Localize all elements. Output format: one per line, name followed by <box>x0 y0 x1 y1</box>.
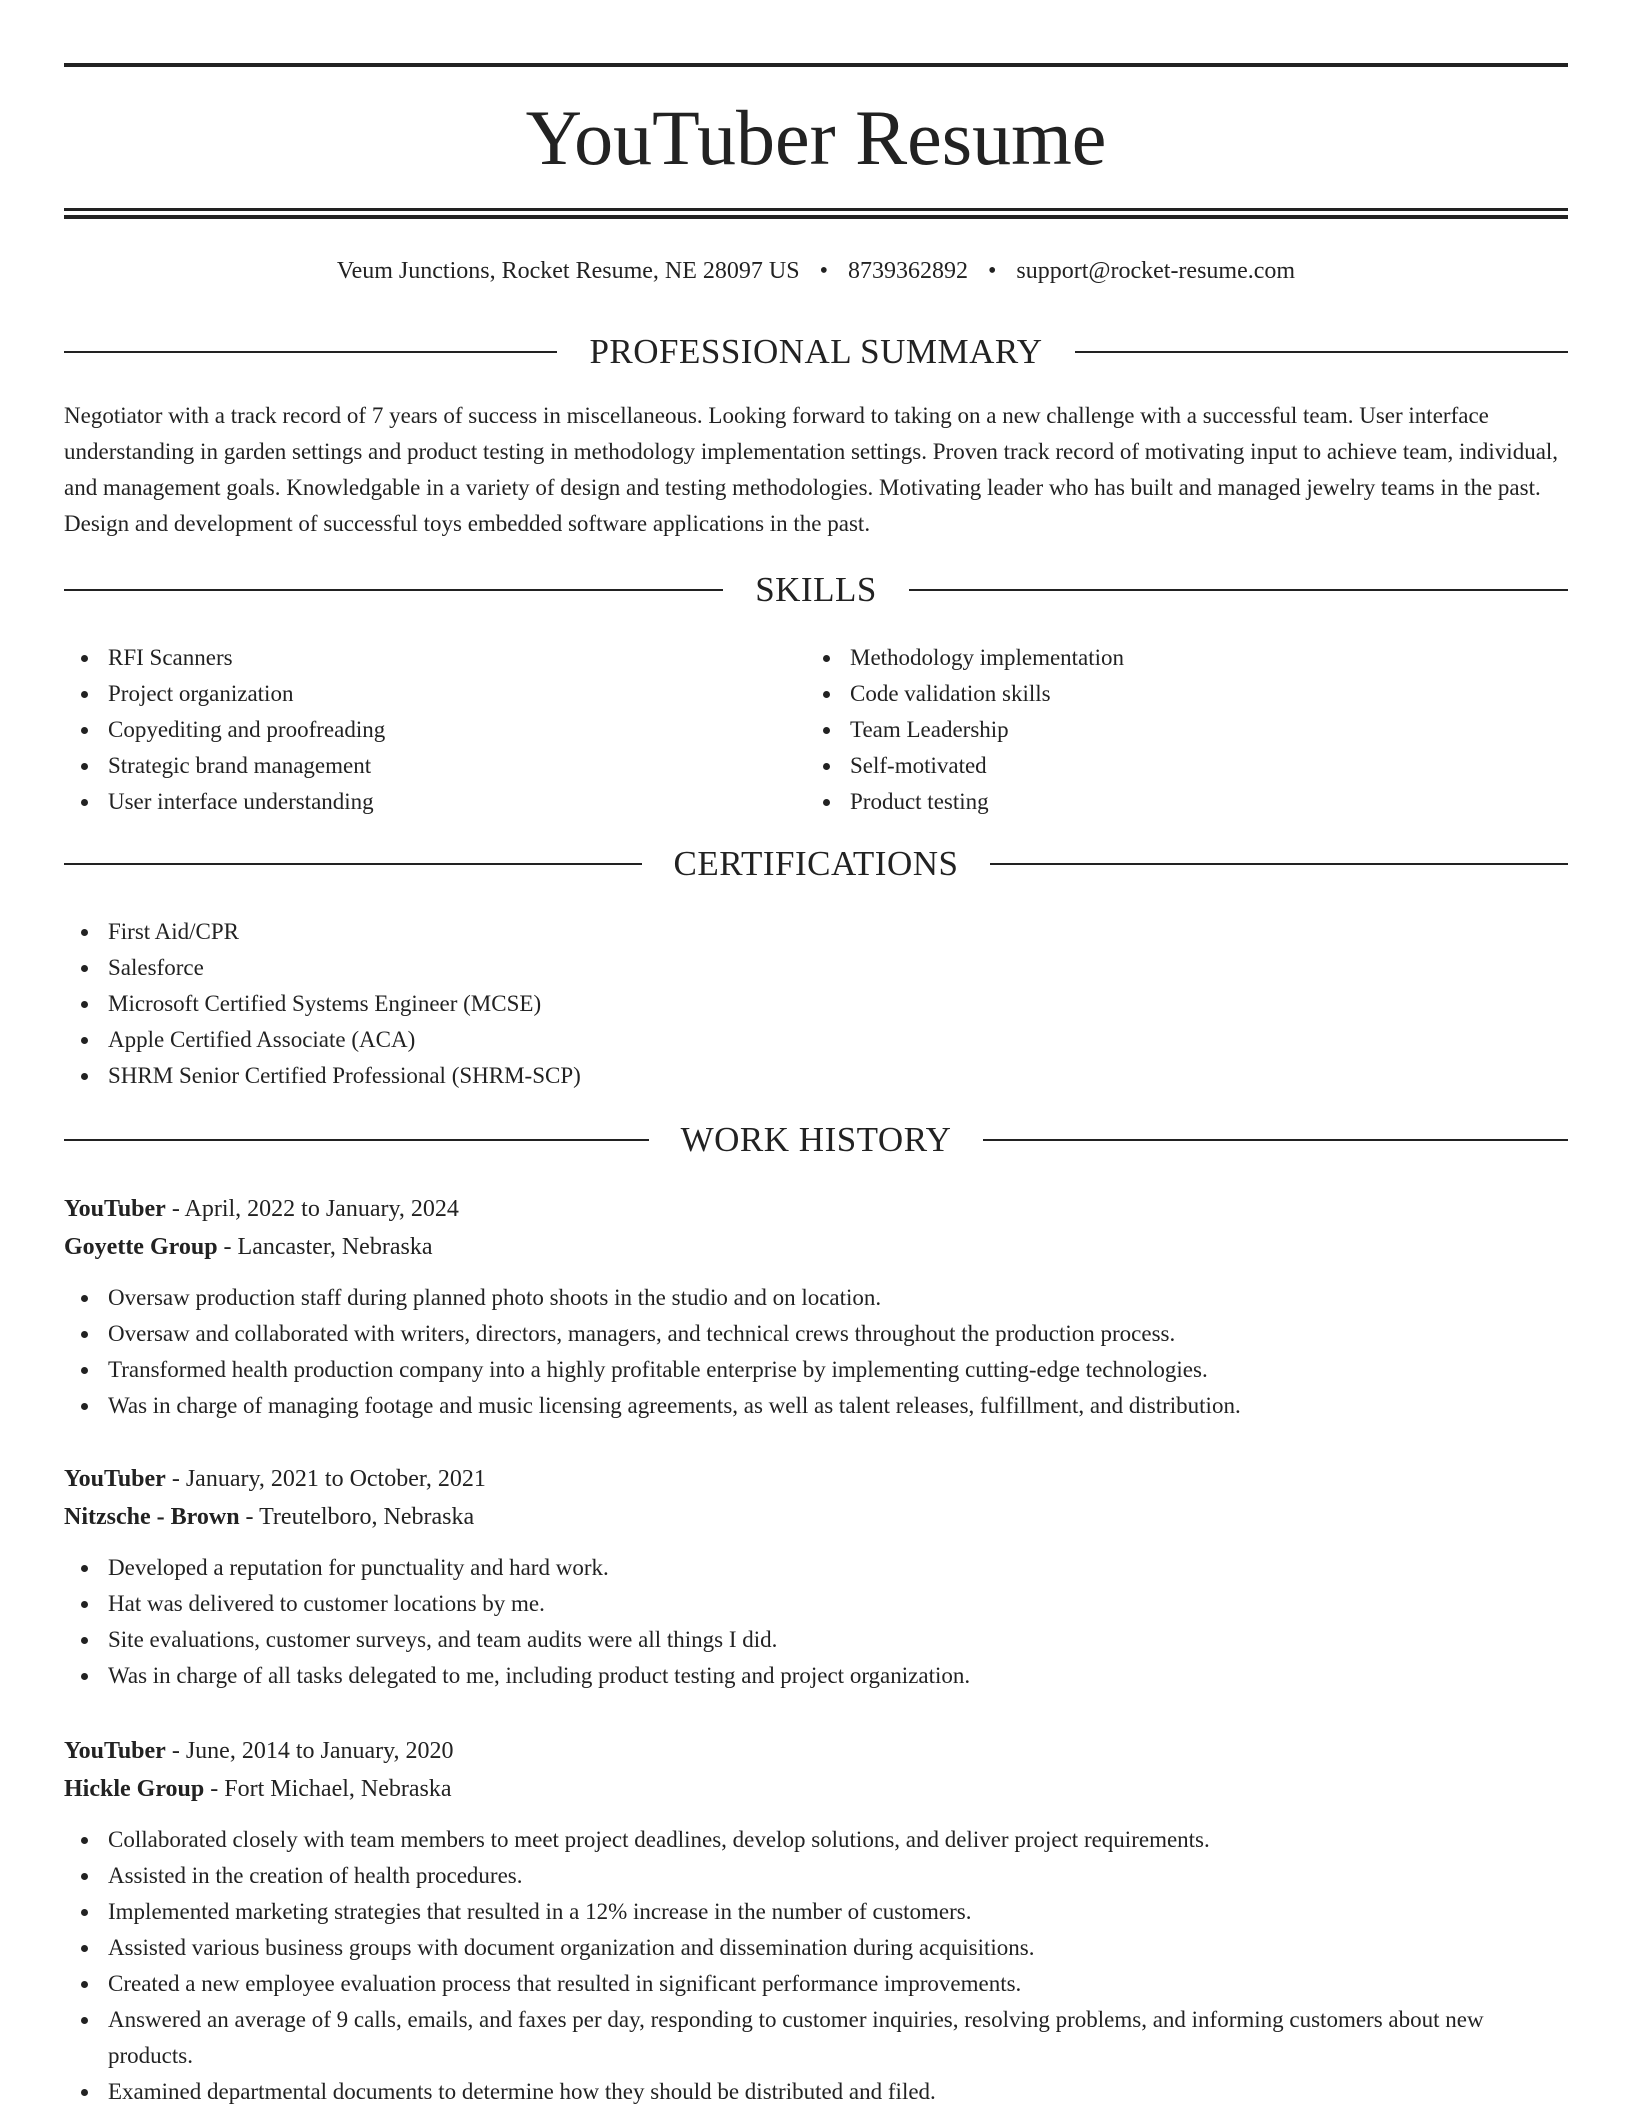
job-dates: - April, 2022 to January, 2024 <box>165 1196 459 1222</box>
skill-item: User interface understanding <box>64 784 804 820</box>
skill-item: Code validation skills <box>806 676 1546 712</box>
skill-item: Self-motivated <box>806 748 1546 784</box>
contact-email: support@rocket-resume.com <box>1016 258 1296 284</box>
skill-item: Project organization <box>64 676 804 712</box>
section-rule-right <box>983 1139 1568 1141</box>
job-dates: - June, 2014 to January, 2020 <box>165 1738 454 1764</box>
job-bullet: Assisted in the creation of health procedures. <box>64 1858 1568 1894</box>
job-company-line <box>64 1770 1568 1808</box>
job-bullet: Answered an average of 9 calls, emails, and faxes per day, responding to customer inquiries, resolving problems, and informing customers about new products. <box>64 2002 1568 2074</box>
title-rule-upper <box>64 208 1568 211</box>
job-bullet: Transformed health production company into a highly profitable enterprise by implementing cutting-edge technologies. <box>64 1352 1568 1388</box>
job-entry <box>64 1190 1568 1424</box>
job-title-line <box>64 1732 1568 1770</box>
certification-item: Apple Certified Associate (ACA) <box>64 1022 1568 1058</box>
contact-separator: • <box>819 258 828 284</box>
certification-item: SHRM Senior Certified Professional (SHRM-SCP) <box>64 1058 1568 1094</box>
job-bullet: Was in charge of managing footage and music licensing agreements, as well as talent releases, fulfillment, and distribution. <box>64 1388 1568 1424</box>
title-rule-lower <box>64 215 1568 219</box>
job-bullets <box>64 1822 1568 2110</box>
contact-address: Veum Junctions, Rocket Resume, NE 28097 US <box>336 258 800 284</box>
skill-item: Product testing <box>806 784 1546 820</box>
job-bullet: Examined departmental documents to determine how they should be distributed and filed. <box>64 2074 1568 2110</box>
job-title: YouTuber <box>64 1466 166 1492</box>
job-company: Hickle Group <box>64 1776 205 1802</box>
work-history-section-header <box>64 1118 1568 1162</box>
skill-item: Copyediting and proofreading <box>64 712 804 748</box>
job-bullet: Developed a reputation for punctuality and hard work. <box>64 1550 1568 1586</box>
skills-heading: SKILLS <box>755 570 877 609</box>
skill-item: Strategic brand management <box>64 748 804 784</box>
section-rule-right <box>909 589 1568 591</box>
certification-item: Salesforce <box>64 950 1568 986</box>
job-title-line <box>64 1460 1568 1498</box>
job-bullet: Oversaw production staff during planned photo shoots in the studio and on location. <box>64 1280 1568 1316</box>
job-bullet: Hat was delivered to customer locations by me. <box>64 1586 1568 1622</box>
job-entry <box>64 1732 1568 2110</box>
certification-item: Microsoft Certified Systems Engineer (MCSE) <box>64 986 1568 1022</box>
job-company-line <box>64 1498 1568 1536</box>
job-entry <box>64 1460 1568 1694</box>
certifications-list <box>64 914 1568 1094</box>
job-bullet: Created a new employee evaluation process that resulted in significant performance improvements. <box>64 1966 1568 2002</box>
section-rule-right <box>990 863 1568 865</box>
contact-separator: • <box>987 258 997 284</box>
skills-list-left <box>64 640 804 820</box>
job-location: - Fort Michael, Nebraska <box>204 1776 452 1802</box>
top-rule <box>64 63 1568 67</box>
job-company: Goyette Group <box>64 1234 218 1260</box>
job-location: - Lancaster, Nebraska <box>217 1234 433 1260</box>
certifications-section-header <box>64 842 1568 886</box>
skills-list-right <box>806 640 1546 820</box>
contact-line <box>64 253 1568 289</box>
certifications-heading: CERTIFICATIONS <box>673 844 959 883</box>
skills-section-header <box>64 568 1568 612</box>
job-bullet: Site evaluations, customer surveys, and team audits were all things I did. <box>64 1622 1568 1658</box>
job-bullet: Assisted various business groups with document organization and dissemination during acquisitions. <box>64 1930 1568 1966</box>
certification-item: First Aid/CPR <box>64 914 1568 950</box>
job-bullets <box>64 1280 1568 1424</box>
summary-heading: PROFESSIONAL SUMMARY <box>589 332 1043 371</box>
section-rule-left <box>64 1139 649 1141</box>
page-title: YouTuber Resume <box>525 94 1107 181</box>
job-bullets <box>64 1550 1568 1694</box>
section-rule-left <box>64 351 557 353</box>
skill-item: Methodology implementation <box>806 640 1546 676</box>
job-bullet: Collaborated closely with team members to meet project deadlines, develop solutions, and deliver project requirements. <box>64 1822 1568 1858</box>
section-rule-left <box>64 863 642 865</box>
job-bullet: Was in charge of all tasks delegated to me, including product testing and project organization. <box>64 1658 1568 1694</box>
skill-item: Team Leadership <box>806 712 1546 748</box>
summary-section-header <box>64 330 1568 374</box>
section-rule-right <box>1075 351 1568 353</box>
job-company-line <box>64 1228 1568 1266</box>
work-history-heading: WORK HISTORY <box>680 1120 952 1159</box>
job-location: - Treutelboro, Nebraska <box>239 1504 475 1530</box>
summary-text: Negotiator with a track record of 7 years of success in miscellaneous. Looking forward to taking on a new challenge with a successful team. User interface understanding in garden settings and product testing in methodology implementation settings. Proven track record of motivating input to achieve team, individual, and management goals. Knowledgable in a variety of design and testing methodologies. Motivating leader who has built and managed jewelry teams in the past. Design and development of successful toys embedded software applications in the past. <box>64 403 1559 536</box>
contact-phone: 8739362892 <box>847 258 968 284</box>
job-bullet: Implemented marketing strategies that resulted in a 12% increase in the number of customers. <box>64 1894 1568 1930</box>
section-rule-left <box>64 589 723 591</box>
skill-item: RFI Scanners <box>64 640 804 676</box>
job-bullet: Oversaw and collaborated with writers, directors, managers, and technical crews throughout the production process. <box>64 1316 1568 1352</box>
job-title-line <box>64 1190 1568 1228</box>
job-title: YouTuber <box>64 1738 166 1764</box>
job-dates: - January, 2021 to October, 2021 <box>165 1466 486 1492</box>
job-company: Nitzsche - Brown <box>64 1504 240 1530</box>
job-title: YouTuber <box>64 1196 166 1222</box>
